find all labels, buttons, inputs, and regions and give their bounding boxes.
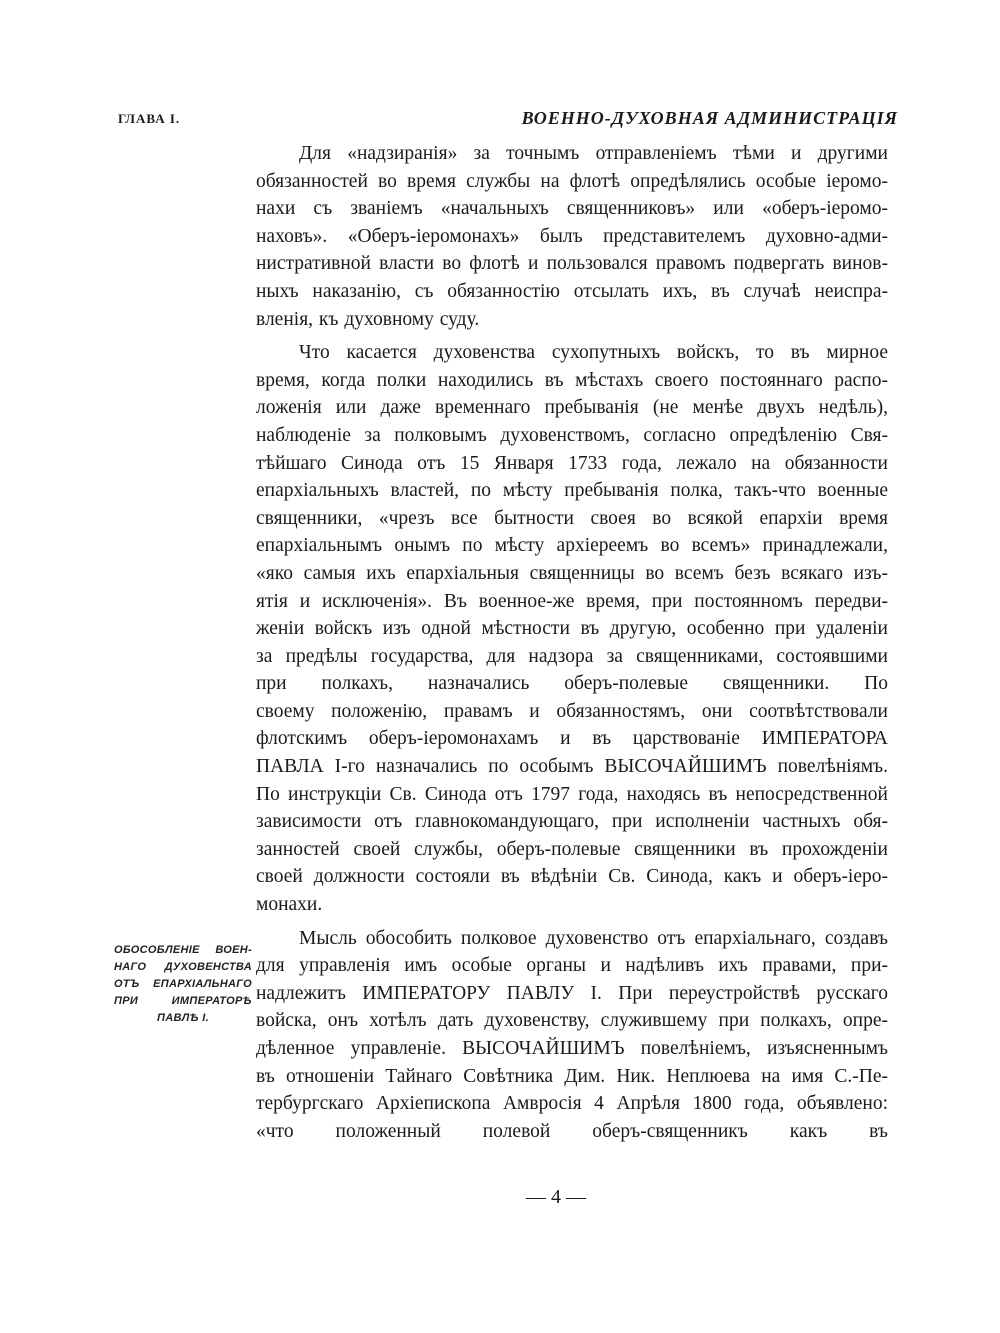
main-text-column [256, 140, 888, 1145]
text-line: По инструкціи Св. Синода отъ 1797 года, находясь въ непосредственной [256, 783, 888, 805]
text-line: при полкахъ, назначались оберъ-полевые священники. По [256, 673, 888, 695]
text-line: флотскимъ оберъ-іеромонахамъ и въ царствованіе ИМПЕРАТОРА [256, 728, 888, 750]
text-line: Мысль обособить полковое духовенство отъ епархіальнаго, создавъ [299, 927, 888, 949]
text-line: обязанностей во время службы на флотѣ опредѣлялись особые іеромо- [256, 170, 888, 192]
text-line: надлежитъ ИМПЕРАТОРУ ПАВЛУ I. При переустройствѣ русскаго [256, 982, 888, 1004]
text-line: ятія и исключенія». Въ военное-же время, при постоянномъ передви- [256, 590, 888, 612]
text-line: наблюденіе за полковымъ духовенствомъ, согласно опредѣленію Свя- [256, 424, 888, 446]
text-line: тербургскаго Архіепископа Амвросія 4 Апрѣля 1800 года, объявлено: [256, 1093, 888, 1115]
text-line: наховъ». «Оберъ-іеромонахъ» былъ представителемъ духовно-адми- [256, 225, 888, 247]
paragraph-2 [256, 339, 888, 918]
text-line: священники, «чрезъ все бытности своея во всякой епархіи время [256, 507, 888, 529]
text-line: въ отношеніи Тайнаго Совѣтника Дим. Ник. Неплюева на имя С.-Пе- [256, 1065, 888, 1087]
page-header [118, 108, 898, 132]
margin-note-line: НАГО ДУХОВЕНСТВА [114, 961, 252, 973]
text-line: за предѣлы государства, для надзора за священниками, состоявшими [256, 645, 888, 667]
page-number: — 4 — [526, 1186, 586, 1208]
text-line: Что касается духовенства сухопутныхъ войскъ, то въ мирное [299, 342, 888, 364]
text-line: для управленія имъ особые органы и надѣливъ ихъ правами, при- [256, 955, 888, 977]
text-line: епархіальнымъ онымъ по мѣсту архіереемъ во всемъ» принадлежали, [256, 535, 888, 557]
text-line: епархіальныхъ властей, по мѣсту пребыванія полка, такъ-что военные [256, 480, 888, 502]
chapter-label: ГЛАВА I. [118, 111, 181, 126]
text-line: «яко самыя ихъ епархіальныя священницы во всемъ безъ всякаго изъ- [256, 562, 888, 584]
margin-note-line: ПРИ ИМПЕРАТОРѢ [114, 995, 252, 1007]
margin-note [114, 942, 252, 1027]
text-line: монахи. [256, 894, 323, 916]
text-line: Для «надзиранія» за точнымъ отправленіемъ тѣми и другими [299, 143, 888, 164]
margin-note-line: ПАВЛѢ I. [157, 1012, 209, 1024]
text-line: ныхъ наказанію, съ обязанностію отсылать ихъ, въ случаѣ неиспра- [256, 280, 888, 302]
paragraph-1 [256, 140, 888, 333]
text-line: ложенія или даже временнаго пребыванія (не менѣе двухъ недѣль), [256, 397, 888, 419]
margin-note-line: ОТЪ ЕПАРХІАЛЬНАГО [114, 978, 252, 990]
text-line: тѣйшаго Синода отъ 15 Января 1733 года, лежало на обязанности [256, 452, 888, 474]
paragraph-3 [256, 925, 888, 1146]
text-line: дѣленное управленіе. ВЫСОЧАЙШИМЪ повелѣніемъ, изъясненнымъ [256, 1038, 888, 1059]
text-line: войска, онъ хотѣлъ дать духовенству, служившему при полкахъ, опре- [256, 1010, 888, 1032]
text-line: ПАВЛА I-го назначались по особымъ ВЫСОЧАЙШИМЪ повелѣніямъ. [256, 756, 888, 778]
running-title: ВОЕННО-ДУХОВНАЯ АДМИНИСТРАЦІЯ [521, 108, 898, 128]
text-line: своему положенію, правамъ и обязанностямъ, они соотвѣтствовали [256, 700, 888, 722]
text-line: вленія, къ духовному суду. [256, 308, 480, 330]
text-line: время, когда полки находились въ мѣстахъ своего постояннаго распо- [256, 369, 888, 391]
text-line: зависимости отъ главнокомандующаго, при исполненіи частныхъ обя- [256, 811, 888, 833]
text-line: «что положенный полевой оберъ-священникъ какъ въ [256, 1120, 888, 1142]
text-line: занностей своей службы, оберъ-полевые священники въ прохожденіи [256, 838, 888, 860]
margin-note-line: ОБОСОБЛЕНІЕ ВОЕН- [114, 944, 252, 956]
text-line: нахи съ званіемъ «начальныхъ священниковъ» или «оберъ-іеромо- [256, 198, 888, 220]
text-line: нистративной власти во флотѣ и пользовался правомъ подвергать винов- [256, 253, 888, 275]
text-line: своей должности состояли въ вѣдѣніи Св. Синода, какъ и оберъ-іеро- [256, 866, 888, 888]
text-line: женіи войскъ изъ одной мѣстности въ другую, особенно при удаленіи [256, 618, 888, 640]
